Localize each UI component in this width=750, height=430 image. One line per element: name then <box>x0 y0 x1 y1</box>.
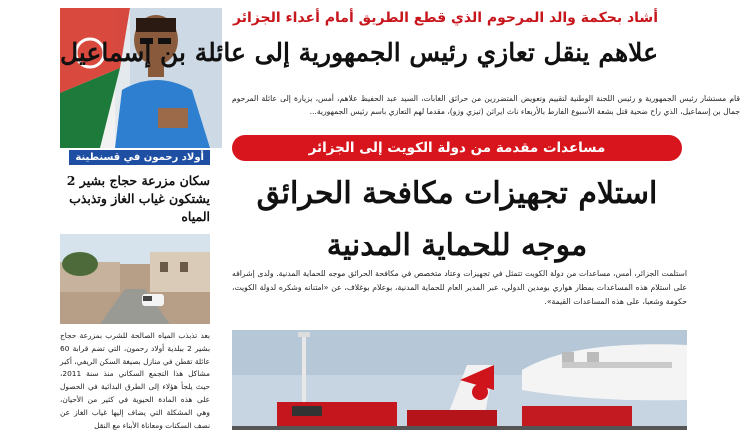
airport-aid-photo <box>232 330 687 430</box>
top-story-headline: علاهم ينقل تعازي رئيس الجمهورية إلى عائلة بن إسماعيل <box>59 38 658 67</box>
top-story-body: قام مستشار رئيس الجمهورية و رئيس اللجنة الوطنية لتقييم وتعويض المتضررين من حرائق الغابات، السيد عبد الحفيظ علاهم، أمس، بزيارة إلى عائلة المرحوم جمال بن إسماعيل، الذي راح ضحية قتل بشعة الأسبوع الفارط بالأربعاء ناث ايراثن (تيزي وزو)، مقدما لهم التعازي باسم رئيس الجمهورية... <box>232 94 740 116</box>
portrait-photo <box>60 8 222 148</box>
margin-strip <box>690 128 750 430</box>
left-story-headline: سكان مزرعة حجاج بشير 2 يشتكون غياب الغاز وتذبذب المياه <box>66 173 210 224</box>
main-story-kicker-label: مساعدات مقدمة من دولة الكويت إلى الجزائر <box>308 140 606 156</box>
left-story <box>60 150 210 430</box>
main-story-kicker <box>232 135 682 161</box>
main-story-headline: استلام تجهيزات مكافحة الحرائق موجه للحماية المدنية <box>256 176 658 263</box>
village-street-photo <box>60 234 210 324</box>
left-story-body: بعد تذبذب المياه الصالحة للشرب بمزرعة حجاج بشير 2 ببلدية أولاد رحمون، التي تضم قرابة 60 عائلة تقطن في منازل بصيغة السكن الريفي، أكبر مشاكل هذا التجمع السكاني منذ سنة 2011، حيث يلجأ هؤلاء إلى الطرق البدائية في الحصول على هذه المادة الحيوية في كثير من الأحيان، وهي المشكلة التي يضاف إليها غياب الغاز عن نصف السكنات ومعاناة الأبناء مع النقل <box>60 331 211 430</box>
left-story-tag: أولاد رحمون في قسنطينة <box>69 150 210 165</box>
main-story-body: استلمت الجزائر، أمس، مساعدات من دولة الكويت تتمثل في تجهيزات وعتاد متخصص في مكافحة الحرائق موجه للحماية المدنية. ولدى إشرافه على استلام هذه المساعدات بمطار هواري بومدين الدولي، عبر المدير العام للحماية المدنية، بوعلام بوغلاف، عن «امتنانه وشكره لدولة الكويت، حكومة وشعبا، على هذه المساعدات القيمة». <box>232 269 687 306</box>
top-story-kicker: أشاد بحكمة والد المرحوم الذي قطع الطريق أمام أعداء الجزائر <box>233 10 658 26</box>
